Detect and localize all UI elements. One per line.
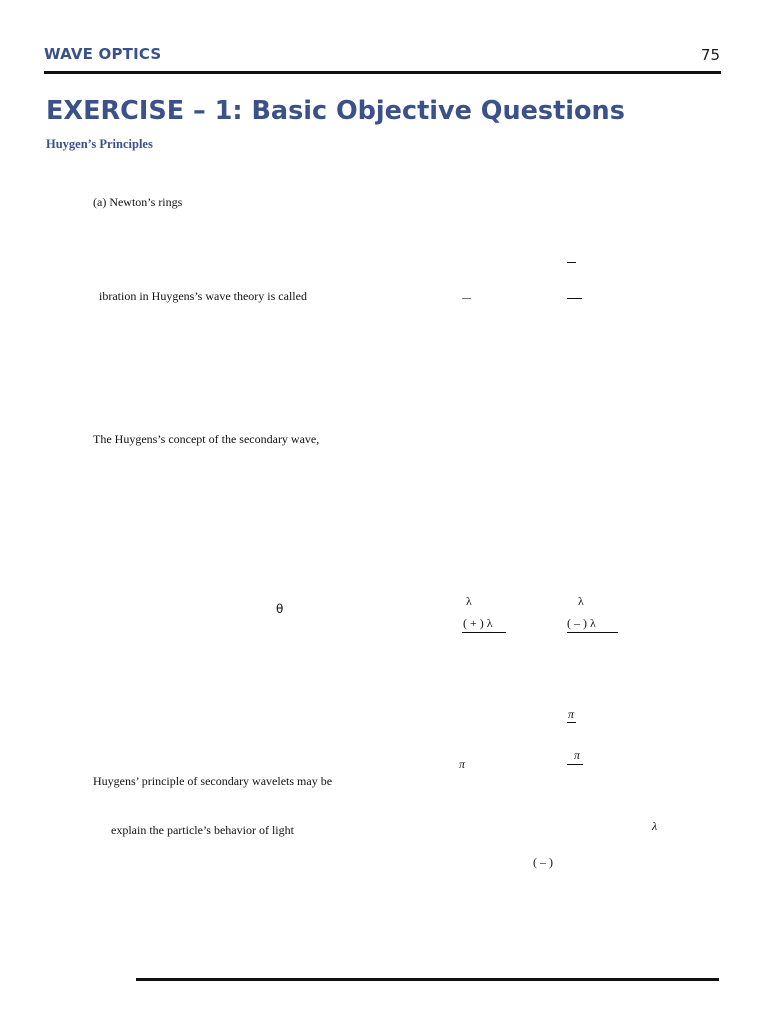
fraction-bar bbox=[567, 262, 576, 263]
expression-paren-minus: ( – ) bbox=[533, 855, 553, 869]
fraction-bar bbox=[567, 722, 576, 723]
expression-plus-lambda: ( + ) λ bbox=[463, 616, 493, 630]
option-newtons-rings: (a) Newton’s rings bbox=[93, 195, 183, 209]
theta-symbol: θ bbox=[276, 602, 284, 616]
fraction-bar bbox=[462, 632, 506, 633]
header-divider bbox=[44, 71, 721, 74]
question-secondary-wave: The Huygens’s concept of the secondary wave, bbox=[93, 432, 320, 446]
page-number: 75 bbox=[700, 46, 720, 64]
pi-symbol: π bbox=[574, 748, 581, 762]
lambda-symbol: λ bbox=[578, 594, 584, 608]
expression-minus-lambda: ( – ) λ bbox=[567, 616, 596, 630]
exercise-title: EXERCISE – 1: Basic Objective Questions bbox=[46, 96, 625, 126]
pi-symbol: π bbox=[459, 757, 466, 771]
pi-symbol: π bbox=[568, 707, 575, 721]
header-section-title: WAVE OPTICS bbox=[44, 45, 162, 63]
lambda-symbol: λ bbox=[466, 594, 472, 608]
question-vibration-fragment: ibration in Huygens’s wave theory is called bbox=[99, 289, 307, 303]
lambda-symbol: λ bbox=[652, 819, 658, 833]
fraction-bar bbox=[567, 298, 582, 299]
footer-divider bbox=[136, 978, 719, 981]
fraction-bar bbox=[567, 764, 583, 765]
section-subtitle: Huygen’s Principles bbox=[46, 137, 153, 151]
fraction-bar bbox=[567, 632, 618, 633]
fraction-bar bbox=[462, 298, 471, 299]
option-particle-behavior: explain the particle’s behavior of light bbox=[111, 823, 294, 837]
question-secondary-wavelets: Huygens’ principle of secondary wavelets may be bbox=[93, 774, 333, 788]
